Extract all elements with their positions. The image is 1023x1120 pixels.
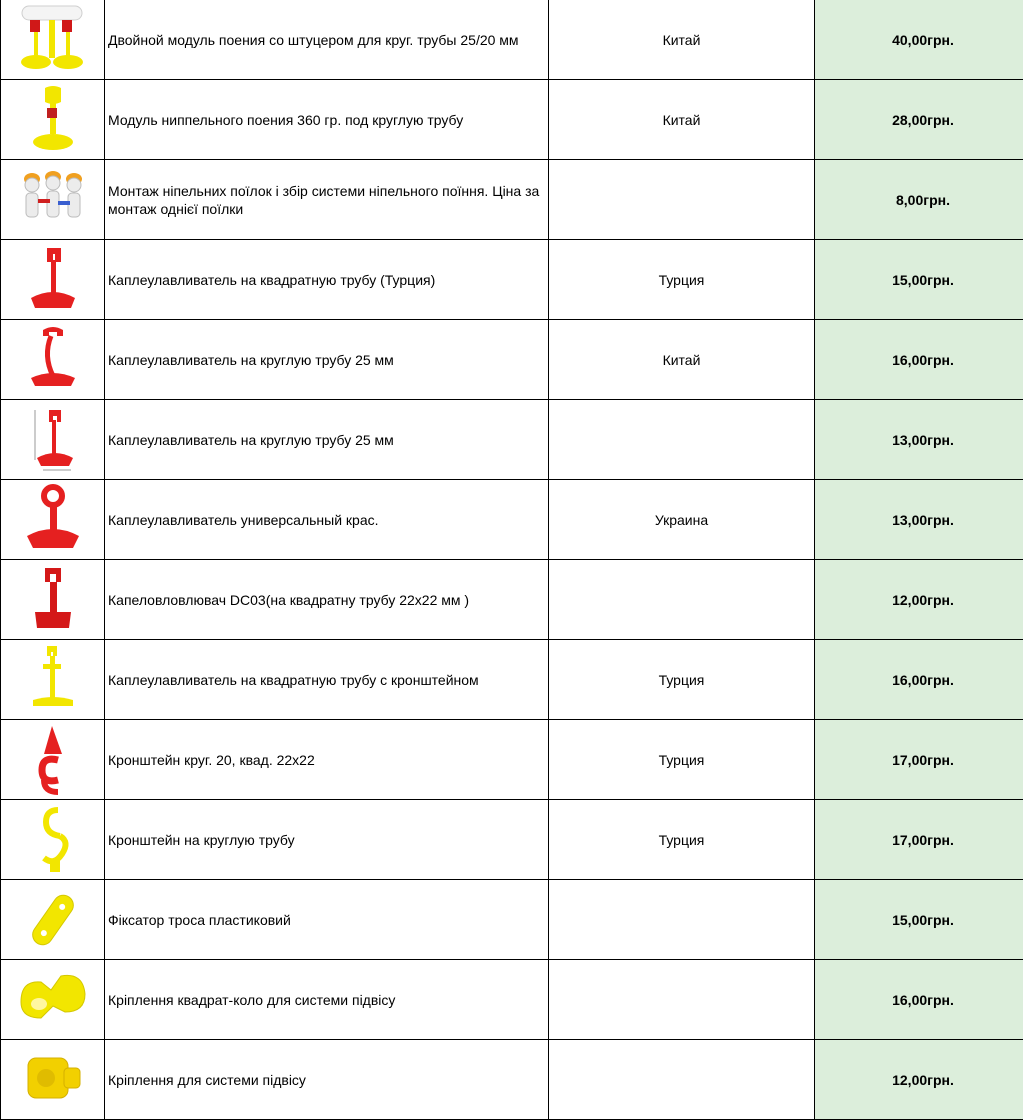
product-name: Модуль ниппельного поения 360 гр. под круглую трубу <box>105 80 549 160</box>
product-name: Кріплення для системи підвісу <box>105 1040 549 1120</box>
drip-cup-icon <box>23 562 83 638</box>
product-image-cell <box>1 720 105 800</box>
product-country: Китай <box>549 0 815 80</box>
product-name: Каплеулавливатель на квадратную трубу (Турция) <box>105 240 549 320</box>
product-country: Турция <box>549 720 815 800</box>
table-row <box>1 800 1023 880</box>
table-row <box>1 400 1023 480</box>
product-image-cell <box>1 960 105 1040</box>
product-name: Монтаж нiпельних поїлок і збір системи нiпельного поїння. Ціна за монтаж однієї поїлки <box>105 160 549 240</box>
clip-icon <box>18 1042 88 1118</box>
product-image-cell <box>1 240 105 320</box>
product-price: 16,00грн. <box>815 960 1023 1040</box>
double-drinker-module-icon <box>18 2 88 78</box>
product-price: 15,00грн. <box>815 240 1023 320</box>
table-row <box>1 160 1023 240</box>
product-price: 13,00грн. <box>815 400 1023 480</box>
product-price: 13,00грн. <box>815 480 1023 560</box>
product-price: 17,00грн. <box>815 720 1023 800</box>
hook-icon <box>28 802 78 878</box>
product-price: 40,00грн. <box>815 0 1023 80</box>
product-country: Турция <box>549 240 815 320</box>
product-name: Каплеулавливатель универсальный крас. <box>105 480 549 560</box>
nipple-drinker-module-icon <box>23 82 83 158</box>
drip-cup-icon <box>23 242 83 318</box>
product-country <box>549 400 815 480</box>
table-row <box>1 240 1023 320</box>
table-row <box>1 480 1023 560</box>
product-price: 12,00грн. <box>815 1040 1023 1120</box>
drip-cup-icon <box>21 482 85 558</box>
table-row <box>1 960 1023 1040</box>
product-image-cell <box>1 800 105 880</box>
product-country <box>549 160 815 240</box>
table-row <box>1 720 1023 800</box>
workers-icon <box>18 165 88 235</box>
product-name: Каплеулавливатель на квадратную трубу с кронштейном <box>105 640 549 720</box>
product-country <box>549 1040 815 1120</box>
product-image-cell <box>1 480 105 560</box>
table-row <box>1 640 1023 720</box>
product-price: 28,00грн. <box>815 80 1023 160</box>
product-name: Кріплення квадрат-коло для системи підвісу <box>105 960 549 1040</box>
product-name: Фіксатор троса пластиковий <box>105 880 549 960</box>
product-name: Каплеулавливатель на круглую трубу 25 мм <box>105 400 549 480</box>
product-price: 16,00грн. <box>815 640 1023 720</box>
table-row <box>1 1040 1023 1120</box>
cable-clamp-icon <box>23 882 83 958</box>
product-image-cell <box>1 1040 105 1120</box>
product-name: Кронштейн круг. 20, квад. 22х22 <box>105 720 549 800</box>
product-image-cell <box>1 880 105 960</box>
product-country: Украина <box>549 480 815 560</box>
drip-cup-icon <box>23 402 83 478</box>
product-price: 12,00грн. <box>815 560 1023 640</box>
product-name: Двойной модуль поения со штуцером для круг. трубы 25/20 мм <box>105 0 549 80</box>
product-price: 15,00грн. <box>815 880 1023 960</box>
drip-cup-icon <box>23 322 83 398</box>
drip-cup-bracket-icon <box>23 642 83 718</box>
bracket-icon <box>28 722 78 798</box>
product-country: Турция <box>549 800 815 880</box>
product-country <box>549 880 815 960</box>
product-name: Капеловловлювач DC03(на квадратну трубу 22х22 мм ) <box>105 560 549 640</box>
product-image-cell <box>1 640 105 720</box>
table-row <box>1 560 1023 640</box>
table-row <box>1 880 1023 960</box>
product-image-cell <box>1 560 105 640</box>
table-row <box>1 320 1023 400</box>
product-image-cell <box>1 160 105 240</box>
product-price: 17,00грн. <box>815 800 1023 880</box>
product-country: Китай <box>549 80 815 160</box>
product-country: Китай <box>549 320 815 400</box>
table-row <box>1 80 1023 160</box>
product-image-cell <box>1 0 105 80</box>
product-image-cell <box>1 80 105 160</box>
product-image-cell <box>1 320 105 400</box>
clip-icon <box>13 962 93 1038</box>
product-name: Каплеулавливатель на круглую трубу 25 мм <box>105 320 549 400</box>
product-country <box>549 560 815 640</box>
product-price: 16,00грн. <box>815 320 1023 400</box>
product-country: Турция <box>549 640 815 720</box>
product-image-cell <box>1 400 105 480</box>
product-country <box>549 960 815 1040</box>
product-price: 8,00грн. <box>815 160 1023 240</box>
table-row <box>1 0 1023 80</box>
product-name: Кронштейн на круглую трубу <box>105 800 549 880</box>
